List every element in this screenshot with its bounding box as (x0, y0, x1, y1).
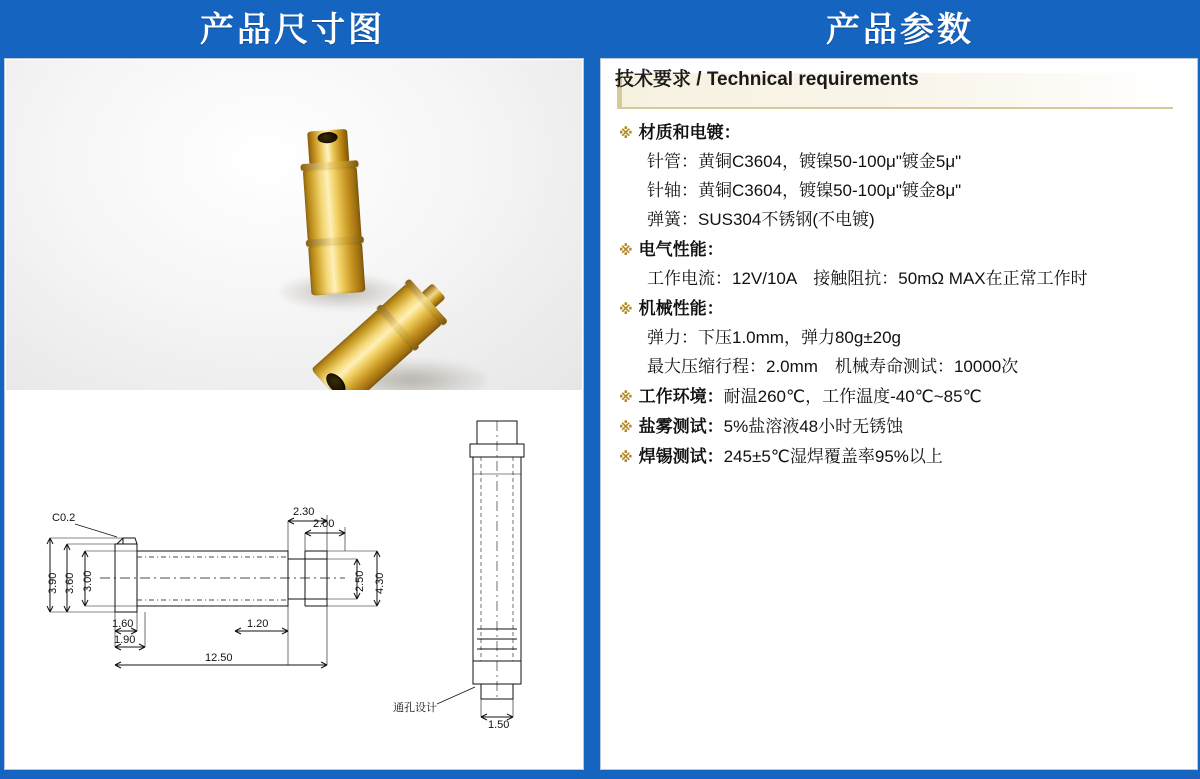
spec-head-value: 5%盐溶液48小时无锈蚀 (723, 417, 904, 436)
bullet-icon: ※ (619, 449, 633, 465)
dim-150: 1.50 (488, 719, 510, 731)
dim-120: 1.20 (247, 618, 269, 630)
pogo-pin-upper (300, 128, 366, 301)
spec-head-salt-spray (619, 413, 1179, 441)
bullet-icon: ※ (619, 242, 633, 258)
spec-group-electrical (619, 236, 1179, 293)
product-photo (6, 60, 582, 390)
spec-line: 针轴：黄铜C3604，镀镍50-100μ"镀金8μ" (647, 181, 962, 200)
spec-head-label: 机械性能： (638, 299, 724, 318)
bullet-icon: ※ (619, 389, 633, 405)
spec-group-material (619, 119, 1179, 234)
bullet-icon: ※ (619, 301, 633, 317)
dim-390: 3.90 (47, 572, 59, 594)
spec-head-label: 工作环境： (638, 387, 724, 406)
dim-160: 1.60 (112, 618, 134, 630)
spec-head-material (619, 119, 1179, 147)
dim-300: 3.00 (82, 570, 94, 592)
spec-line: 弹力：下压1.0mm，弹力80g±20g (647, 328, 902, 347)
dim-190: 1.90 (114, 634, 136, 646)
dim-360: 3.60 (64, 572, 76, 594)
spec-line: 弹簧：SUS304不锈钢(不电镀) (647, 210, 875, 229)
dim-250: 2.50 (354, 570, 366, 592)
spec-list (619, 119, 1179, 473)
dim-note-through-hole: 通孔设计 (393, 702, 437, 714)
spec-group-environment (619, 383, 1179, 411)
spec-group-solderability (619, 443, 1179, 471)
product-parameters-panel (600, 58, 1198, 770)
spec-head-label: 焊锡测试： (638, 447, 724, 466)
spec-head-mechanical (619, 295, 1179, 323)
spec-head-value: 耐温260℃，工作温度-40℃~85℃ (723, 387, 982, 406)
dim-230: 2.30 (293, 506, 315, 518)
spec-line: 工作电流：12V/10A 接触阻抗：50mΩ MAX在正常工作时 (647, 269, 1088, 288)
technical-drawing (5, 399, 581, 767)
dim-1250: 12.50 (205, 652, 233, 664)
dim-200: 2.00 (313, 518, 335, 530)
spec-head-environment (619, 383, 1179, 411)
spec-head-electrical (619, 236, 1179, 264)
spec-group-salt-spray (619, 413, 1179, 441)
spec-group-mechanical (619, 295, 1179, 381)
dim-430: 4.30 (374, 572, 386, 594)
header-title-left: 产品尺寸图 (200, 11, 385, 49)
bullet-icon: ※ (619, 419, 633, 435)
spec-line: 针管：黄铜C3604，镀镍50-100μ"镀金5μ" (647, 152, 962, 171)
spec-head-label: 材质和电镀： (638, 123, 741, 142)
product-dimension-panel (4, 58, 584, 770)
bullet-icon: ※ (619, 125, 633, 141)
tech-requirements-title: 技术要求 / Technical requirements (615, 69, 919, 90)
spec-head-label: 电气性能： (638, 240, 724, 259)
spec-head-solderability (619, 443, 1179, 471)
dim-c02: C0.2 (52, 512, 76, 524)
spec-line: 最大压缩行程：2.0mm 机械寿命测试：10000次 (647, 357, 1019, 376)
spec-head-value: 245±5℃湿焊覆盖率95%以上 (723, 447, 943, 466)
header-title-right: 产品参数 (826, 11, 974, 49)
spec-head-label: 盐雾测试： (638, 417, 724, 436)
